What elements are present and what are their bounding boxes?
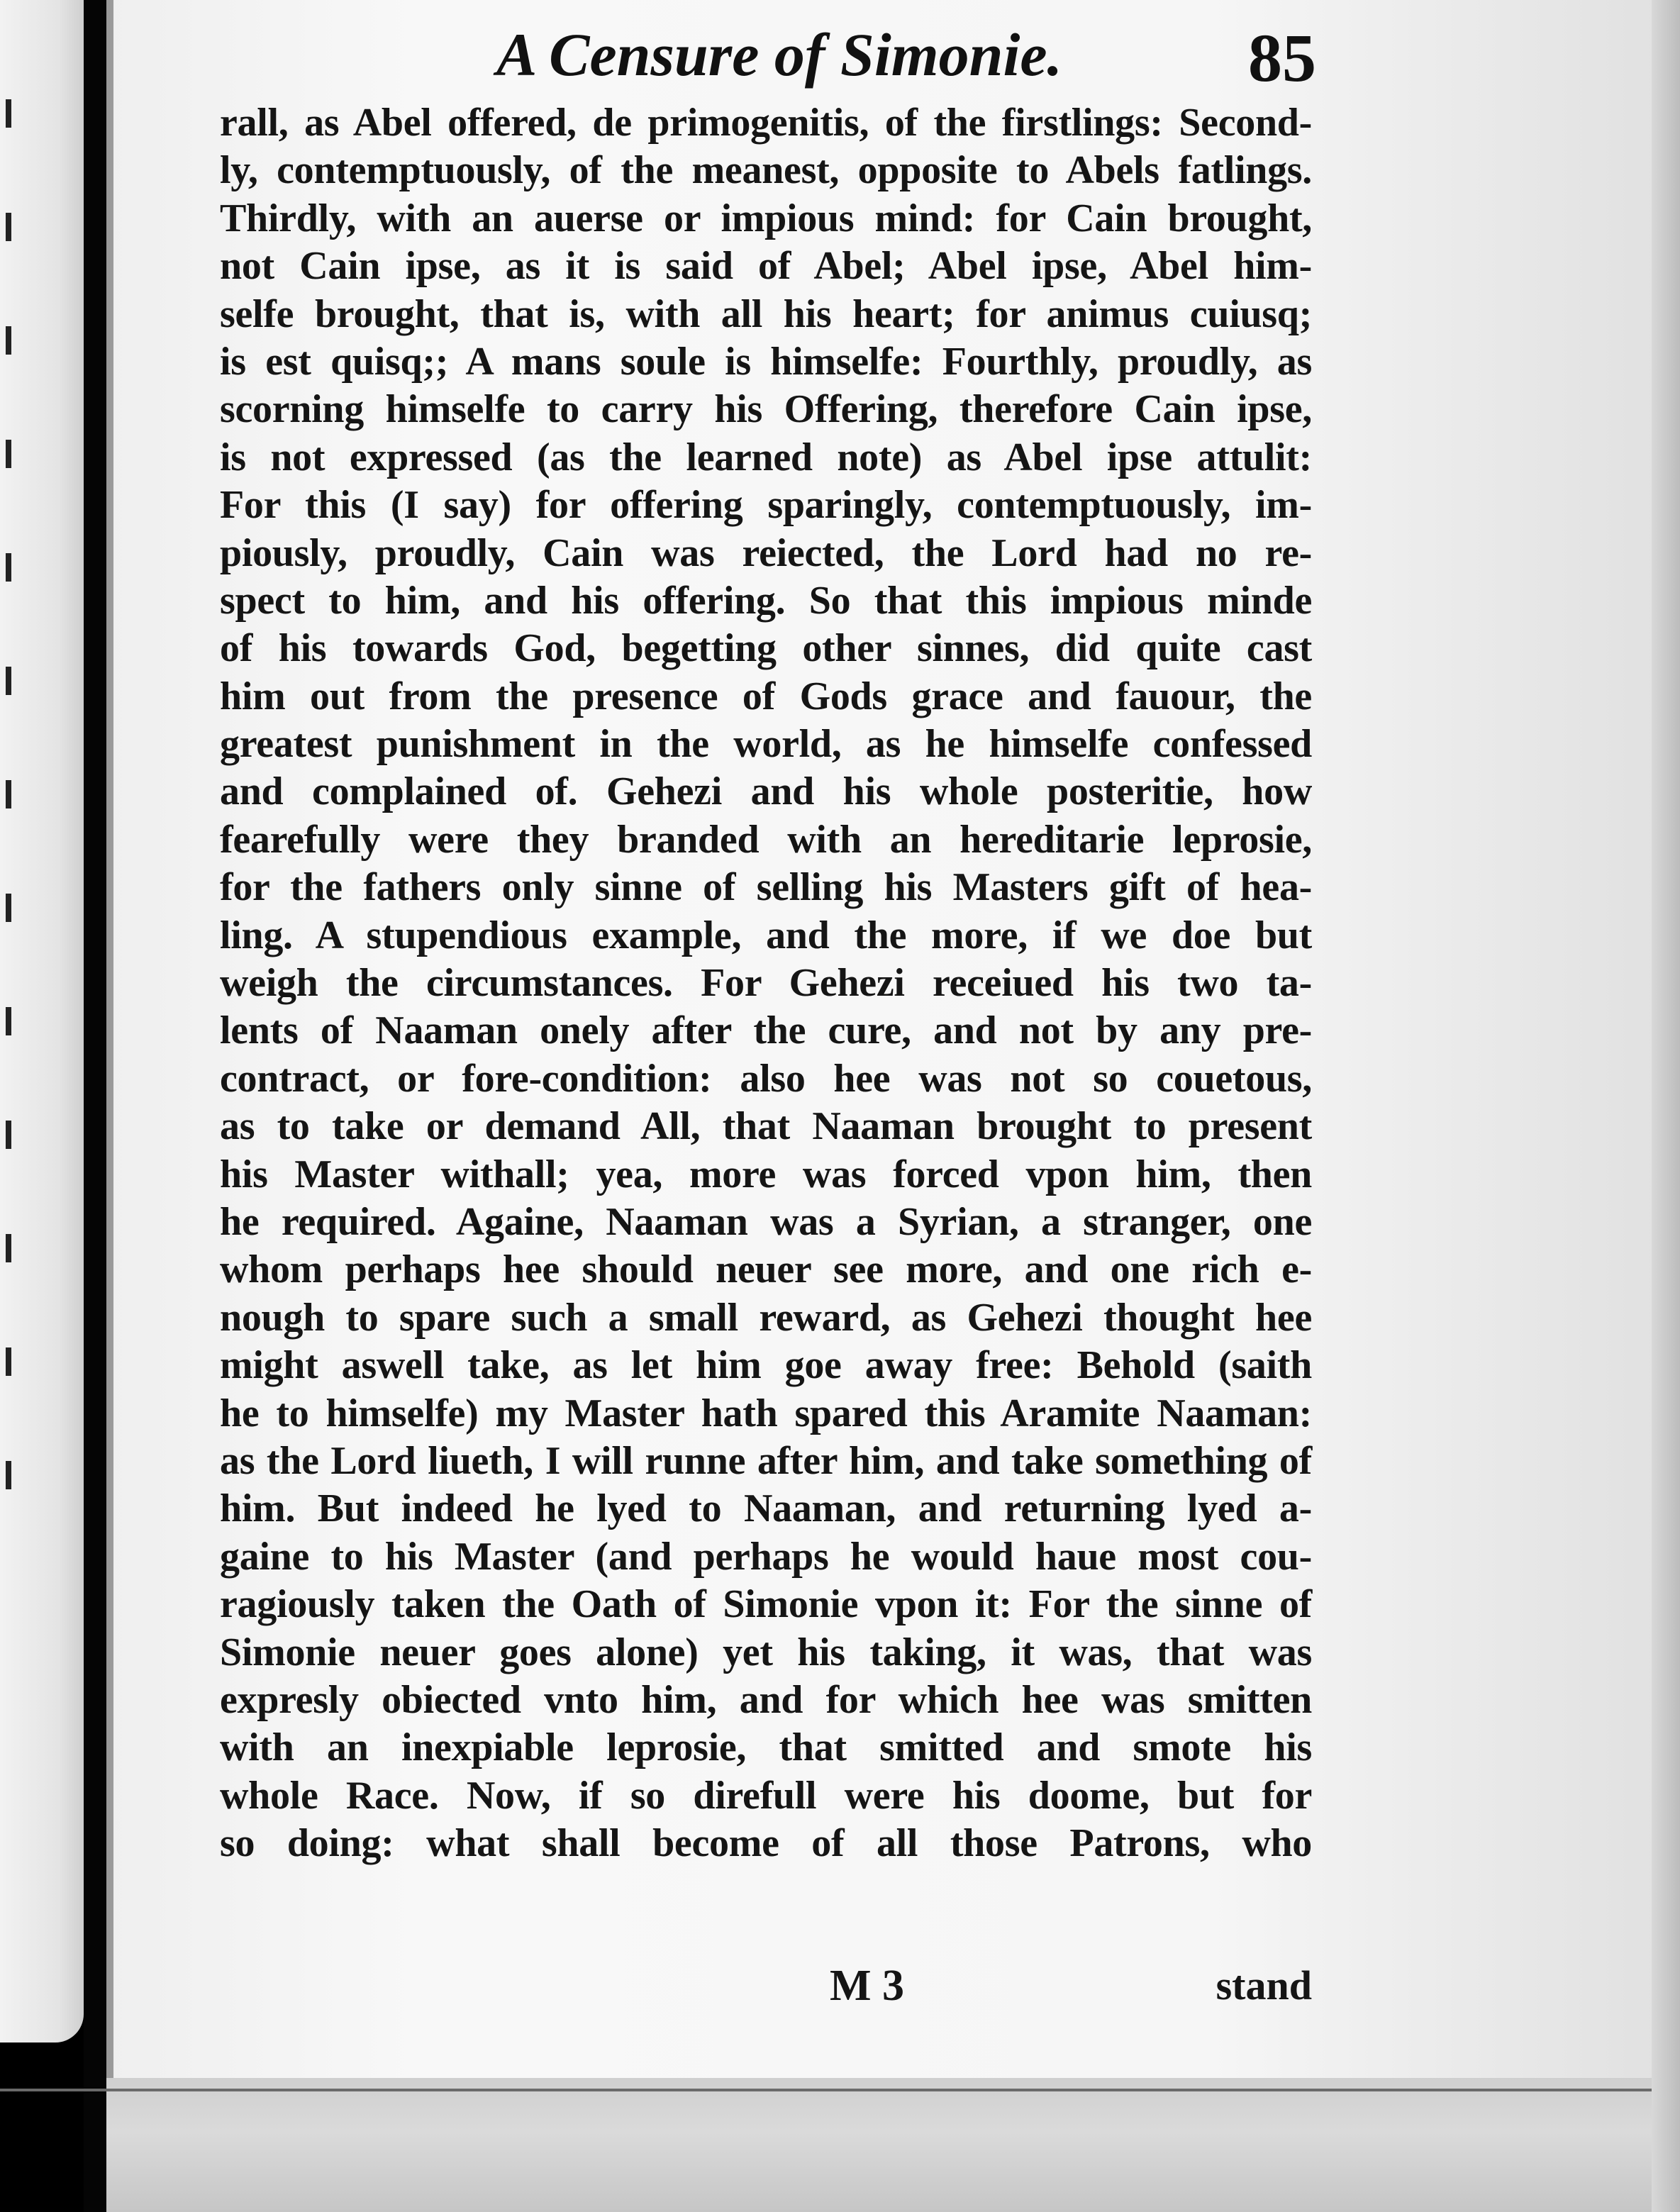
text-line: might aswell take, as let him goe away free: Behold (saith [220,1343,1312,1388]
body-text [220,99,1312,1867]
signature-mark: M 3 [830,1962,905,2010]
scan-right-edge [1652,0,1680,2212]
text-line: his Master withall; yea, more was forced vpon him, then [220,1152,1312,1196]
text-line: gaine to his Master (and perhaps he would haue most cou- [220,1534,1312,1579]
text-line: for the fathers only sinne of selling his Masters gift of hea- [220,865,1312,910]
text-line: as to take or demand All, that Naaman brought to present [220,1104,1312,1149]
text-line: nough to spare such a small reward, as Gehezi thought hee [220,1295,1312,1340]
page-bottom-edge [0,2089,1680,2091]
text-line: scorning himselfe to carry his Offering, therefore Cain ipse, [220,387,1312,432]
text-line: whom perhaps hee should neuer see more, and one rich e- [220,1247,1312,1292]
facing-page-print-marks [6,99,34,1660]
text-line: ly, contemptuously, of the meanest, opposite to Abels fatlings. [220,148,1312,193]
text-line: selfe brought, that is, with all his heart; for animus cuiusq; [220,291,1312,336]
text-line: rall, as Abel offered, de primogenitis, of the firstlings: Second- [220,101,1312,145]
text-line: greatest punishment in the world, as he himselfe confessed [220,722,1312,767]
text-line: is est quisq;; A mans soule is himselfe: Fourthly, proudly, as [220,339,1312,384]
catchword: stand [1216,1962,1312,2008]
text-line: as the Lord liueth, I will runne after him, and take something of [220,1438,1312,1483]
running-head: A Censure of Simonie. [496,21,1063,89]
text-line: weigh the circumstances. For Gehezi receiued his two ta- [220,961,1312,1006]
text-line: not Cain ipse, as it is said of Abel; Abel ipse, Abel him- [220,244,1312,289]
text-line: piously, proudly, Cain was reiected, the Lord had no re- [220,530,1312,575]
text-line: lents of Naaman onely after the cure, and not by any pre- [220,1008,1312,1053]
scan-bottom-margin [106,2078,1680,2212]
text-line: contract, or fore-condition: also hee was not so couetous, [220,1056,1312,1101]
page-header [496,16,1333,94]
facing-page-edge [0,0,84,2043]
text-line: him. But indeed he lyed to Naaman, and returning lyed a- [220,1486,1312,1531]
text-line: Thirdly, with an auerse or impious mind: for Cain brought, [220,196,1312,240]
text-line: whole Race. Now, if so direfull were his doome, but for [220,1773,1312,1818]
text-line: is not expressed (as the learned note) as Abel ipse attulit: [220,435,1312,479]
text-line: fearefully were they branded with an hereditarie leprosie, [220,817,1312,862]
text-line: with an inexpiable leprosie, that smitted and smote his [220,1725,1312,1770]
text-line: Simonie neuer goes alone) yet his taking, it was, that was [220,1630,1312,1674]
text-line: ragiously taken the Oath of Simonie vpon it: For the sinne of [220,1582,1312,1627]
text-line: For this (I say) for offering sparingly, contemptuously, im- [220,483,1312,528]
text-line: expresly obiected vnto him, and for which hee was smitten [220,1677,1312,1722]
text-line: he required. Againe, Naaman was a Syrian, a stranger, one [220,1199,1312,1244]
page-footer [220,1957,1312,2014]
text-line: and complained of. Gehezi and his whole posteritie, how [220,769,1312,814]
text-line: he to himselfe) my Master hath spared this Aramite Naaman: [220,1391,1312,1435]
text-line: him out from the presence of Gods grace and fauour, the [220,674,1312,718]
text-line: ling. A stupendious example, and the more, if we doe but [220,913,1312,957]
page-number: 85 [1248,20,1316,96]
text-line: spect to him, and his offering. So that this impious minde [220,578,1312,623]
text-line: so doing: what shall become of all those Patrons, who [220,1821,1312,1866]
page-inner-edge [106,0,113,2089]
text-line: of his towards God, begetting other sinnes, did quite cast [220,626,1312,671]
